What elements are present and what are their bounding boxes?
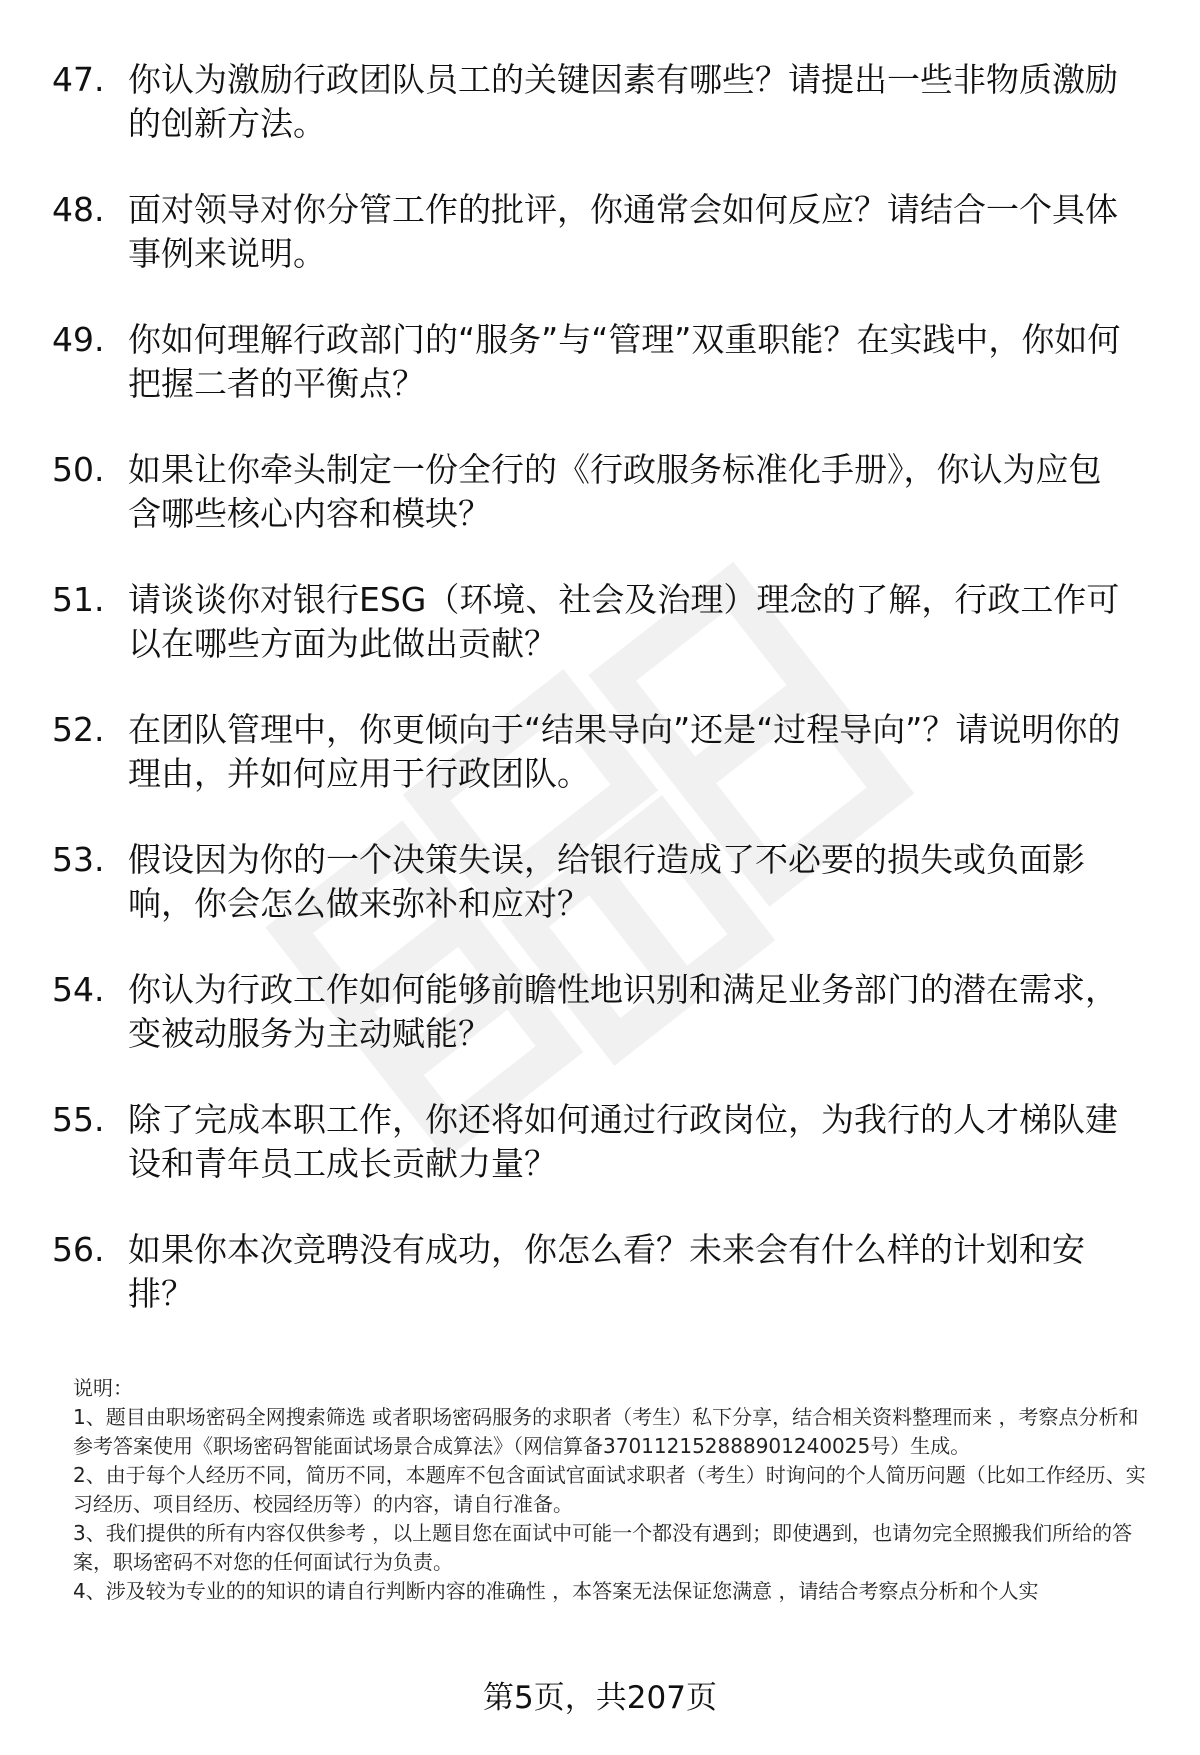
note-item: 3、我们提供的所有内容仅供参考 ，以上题目您在面试中可能一个都没有遇到；即使遇到，也请勿完全照搬我们所给的答案，职场密码不对您的任何面试行为负责。 [73,1521,1133,1574]
question-text: 请谈谈你对银行ESG（环境、社会及治理）理念的了解，行政工作可以在哪些方面为此做出贡献？ [128,580,1120,663]
question-text: 除了完成本职工作，你还将如何通过行政岗位，为我行的人才梯队建设和青年员工成长贡献力量？ [128,1100,1118,1183]
question-text: 如果你本次竞聘没有成功，你怎么看？未来会有什么样的计划和安排？ [128,1230,1085,1313]
question-text: 你认为激励行政团队员工的关键因素有哪些？请提出一些非物质激励的创新方法。 [128,60,1118,143]
question-item [52,188,1152,276]
question-number: 49. [52,320,105,359]
question-number: 55. [52,1100,105,1139]
question-number: 56. [52,1230,105,1269]
question-text: 你如何理解行政部门的“服务”与“管理”双重职能？在实践中，你如何把握二者的平衡点？ [128,320,1121,403]
question-item [52,838,1152,926]
question-item [52,1098,1152,1186]
question-list [52,58,1152,1358]
notes-section [73,1374,1153,1606]
question-text: 假设因为你的一个决策失误，给银行造成了不必要的损失或负面影响，你会怎么做来弥补和应对？ [128,840,1085,923]
question-item [52,968,1152,1056]
question-number: 52. [52,710,105,749]
question-number: 47. [52,60,105,99]
question-text: 你认为行政工作如何能够前瞻性地识别和满足业务部门的潜在需求，变被动服务为主动赋能？ [128,970,1118,1053]
note-item: 4、涉及较为专业的的知识的请自行判断内容的准确性 ，本答案无法保证您满意 ，请结合考察点分析和个人实 [73,1579,1039,1603]
question-text: 如果让你牵头制定一份全行的《行政服务标准化手册》，你认为应包含哪些核心内容和模块？ [128,450,1102,533]
question-number: 50. [52,450,105,489]
notes-heading: 说明： [73,1376,133,1400]
question-number: 48. [52,190,105,229]
question-item [52,1228,1152,1316]
note-item: 2、由于每个人经历不同，简历不同，本题库不包含面试官面试求职者（考生）时询问的个人简历问题（比如工作经历、实习经历、项目经历、校园经历等）的内容，请自行准备。 [73,1463,1146,1516]
question-text: 在团队管理中，你更倾向于“结果导向”还是“过程导向”？请说明你的理由，并如何应用于行政团队。 [128,710,1121,793]
question-text: 面对领导对你分管工作的批评，你通常会如何反应？请结合一个具体事例来说明。 [128,190,1118,273]
note-item: 1、题目由职场密码全网搜索筛选 或者职场密码服务的求职者（考生）私下分享，结合相关资料整理而来 ，考察点分析和参考答案使用《职场密码智能面试场景合成算法》（网信算备370112152888901240025号）生成。 [73,1405,1139,1458]
question-item [52,578,1152,666]
page-number-footer: 第5页，共207页 [483,1680,717,1716]
question-item [52,708,1152,796]
question-number: 54. [52,970,105,1009]
question-item [52,448,1152,536]
question-item [52,318,1152,406]
question-number: 51. [52,580,105,619]
question-number: 53. [52,840,105,879]
question-item [52,58,1152,146]
